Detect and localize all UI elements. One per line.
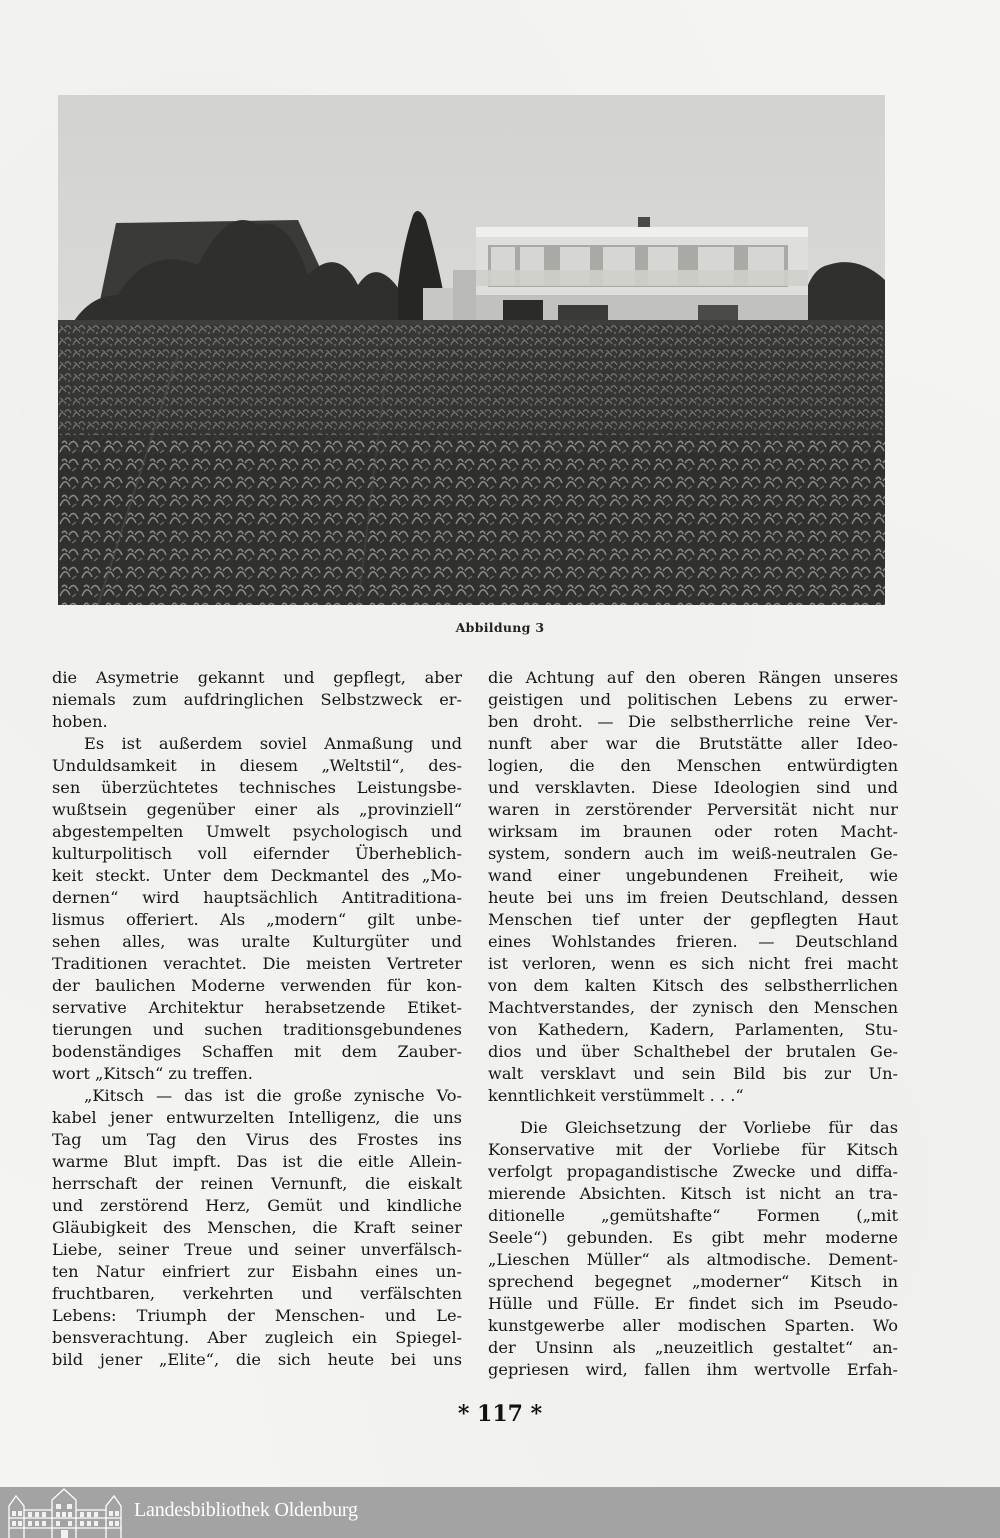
text-line: herrschaft der reinen Vernunft, die eiskalt <box>52 1174 462 1193</box>
library-name: Landesbibliothek Oldenburg <box>134 1499 358 1521</box>
library-footer-bar <box>0 1487 1000 1538</box>
figure-caption: Abbildung 3 <box>455 620 545 635</box>
library-building-icon <box>6 1488 124 1538</box>
text-line: Hülle und Fülle. Er findet sich im Pseudo- <box>488 1294 898 1313</box>
text-line: bodenständiges Schaffen mit dem Zauber- <box>52 1042 462 1061</box>
text-column-left <box>52 667 462 1371</box>
text-line: bild jener „Elite“, die sich heute bei uns <box>52 1350 462 1369</box>
text-line: warme Blut impft. Das ist die eitle Allein- <box>52 1152 462 1171</box>
text-line: „Lieschen Müller“ als altmodische. Dement- <box>488 1250 898 1269</box>
text-line: eines Wohlstandes frieren. — Deutschland <box>488 932 898 951</box>
paragraph-gap <box>488 1107 898 1117</box>
text-line: heute bei uns im freien Deutschland, dessen <box>488 888 898 907</box>
text-line: gepriesen wird, fallen ihm wertvolle Erfah- <box>488 1360 898 1379</box>
text-line: und zerstörend Herz, Gemüt und kindliche <box>52 1196 462 1215</box>
text-line: kenntlichkeit verstümmelt . . .“ <box>488 1086 744 1105</box>
text-line: dios und über Schalthebel der brutalen Ge- <box>488 1042 898 1061</box>
text-line: „Kitsch — das ist die große zynische Vo- <box>84 1086 462 1105</box>
text-line: Unduldsamkeit in diesem „Weltstil“, des- <box>52 756 462 775</box>
text-line: Tag um Tag den Virus des Frostes ins <box>52 1130 462 1149</box>
text-line: Liebe, seiner Treue und seiner unverfälsch- <box>52 1240 462 1259</box>
text-line: ditionelle „gemütshafte“ Formen („mit <box>488 1206 898 1225</box>
text-line: Menschen tief unter der gepflegten Haut <box>488 910 898 929</box>
text-line: Konservative mit der Vorliebe für Kitsch <box>488 1140 898 1159</box>
text-line: bensverachtung. Aber zugleich ein Spiegel- <box>52 1328 462 1347</box>
text-line: abgestempelten Umwelt psychologisch und <box>52 822 462 841</box>
text-line: der baulichen Moderne verwenden für kon- <box>52 976 462 995</box>
text-line: der Unsinn als „neuzeitlich gestaltet“ an- <box>488 1338 898 1357</box>
text-line: nunft aber war die Brutstätte aller Ideo- <box>488 734 898 753</box>
text-line: hoben. <box>52 712 108 731</box>
text-line: verfolgt propagandistische Zwecke und diffa- <box>488 1162 898 1181</box>
text-line: ben droht. — Die selbstherrliche reine Ver- <box>488 712 898 731</box>
text-line: fruchtbaren, verkehrten und verfälschten <box>52 1284 462 1303</box>
text-line: kabel jener entwurzelten Intelligenz, die uns <box>52 1108 462 1127</box>
text-line: Die Gleichsetzung der Vorliebe für das <box>520 1118 898 1137</box>
text-line: ten Natur einfriert zur Eisbahn eines un- <box>52 1262 462 1281</box>
text-line: logien, die den Menschen entwürdigten <box>488 756 898 775</box>
text-line: von Kathedern, Kadern, Parlamenten, Stu- <box>488 1020 898 1039</box>
text-line: keit steckt. Unter dem Deckmantel des „Mo- <box>52 866 462 885</box>
text-line: sprechend begegnet „moderner“ Kitsch in <box>488 1272 898 1291</box>
text-line: von dem kalten Kitsch des selbstherrlichen <box>488 976 898 995</box>
text-line: die Achtung auf den oberen Rängen unseres <box>488 668 898 687</box>
photograph-modern-house <box>58 95 885 605</box>
text-line: mierende Absichten. Kitsch ist nicht an tra- <box>488 1184 898 1203</box>
text-line: waren in zerstörender Perversität nicht nur <box>488 800 898 819</box>
text-line: geistigen und politischen Lebens zu erwer- <box>488 690 898 709</box>
text-line: Traditionen verachtet. Die meisten Vertreter <box>52 954 462 973</box>
text-line: kulturpolitisch voll eifernder Überheblich- <box>52 844 462 863</box>
text-line: wirksam im braunen oder roten Macht- <box>488 822 898 841</box>
text-line: und versklavten. Diese Ideologien sind und <box>488 778 898 797</box>
text-line: dernen“ wird hauptsächlich Antitraditiona- <box>52 888 462 907</box>
text-line: Lebens: Triumph der Menschen- und Le- <box>52 1306 462 1325</box>
text-line: lismus offeriert. Als „modern“ gilt unbe- <box>52 910 462 929</box>
text-line: ist verloren, wenn es sich nicht frei macht <box>488 954 898 973</box>
text-line: Machtverstandes, der zynisch den Menschen <box>488 998 898 1017</box>
text-line: servative Architektur herabsetzende Etiket- <box>52 998 462 1017</box>
text-line: walt versklavt und sein Bild bis zur Un- <box>488 1064 898 1083</box>
text-line: sen überzüchtetes technisches Leistungsbe- <box>52 778 462 797</box>
text-line: wand einer ungebundenen Freiheit, wie <box>488 866 898 885</box>
text-line: niemals zum aufdringlichen Selbstzweck er- <box>52 690 462 709</box>
text-line: die Asymetrie gekannt und gepflegt, aber <box>52 668 462 687</box>
text-line: system, sondern auch im weiß-neutralen Ge- <box>488 844 898 863</box>
text-line: wort „Kitsch“ zu treffen. <box>52 1064 253 1083</box>
photo-illustration <box>58 95 885 605</box>
text-line: kunstgewerbe aller modischen Sparten. Wo <box>488 1316 898 1335</box>
text-line: Seele“) gebunden. Es gibt mehr moderne <box>488 1228 898 1247</box>
text-line: Gläubigkeit des Menschen, die Kraft seiner <box>52 1218 462 1237</box>
text-line: tierungen und suchen traditionsgebundenes <box>52 1020 462 1039</box>
page-number: * 117 * <box>457 1401 543 1427</box>
text-line: wußtsein gegenüber einer als „provinziell“ <box>52 800 462 819</box>
text-line: sehen alles, was uralte Kulturgüter und <box>52 932 462 951</box>
text-line: Es ist außerdem soviel Anmaßung und <box>84 734 462 753</box>
text-column-right <box>488 667 898 1381</box>
